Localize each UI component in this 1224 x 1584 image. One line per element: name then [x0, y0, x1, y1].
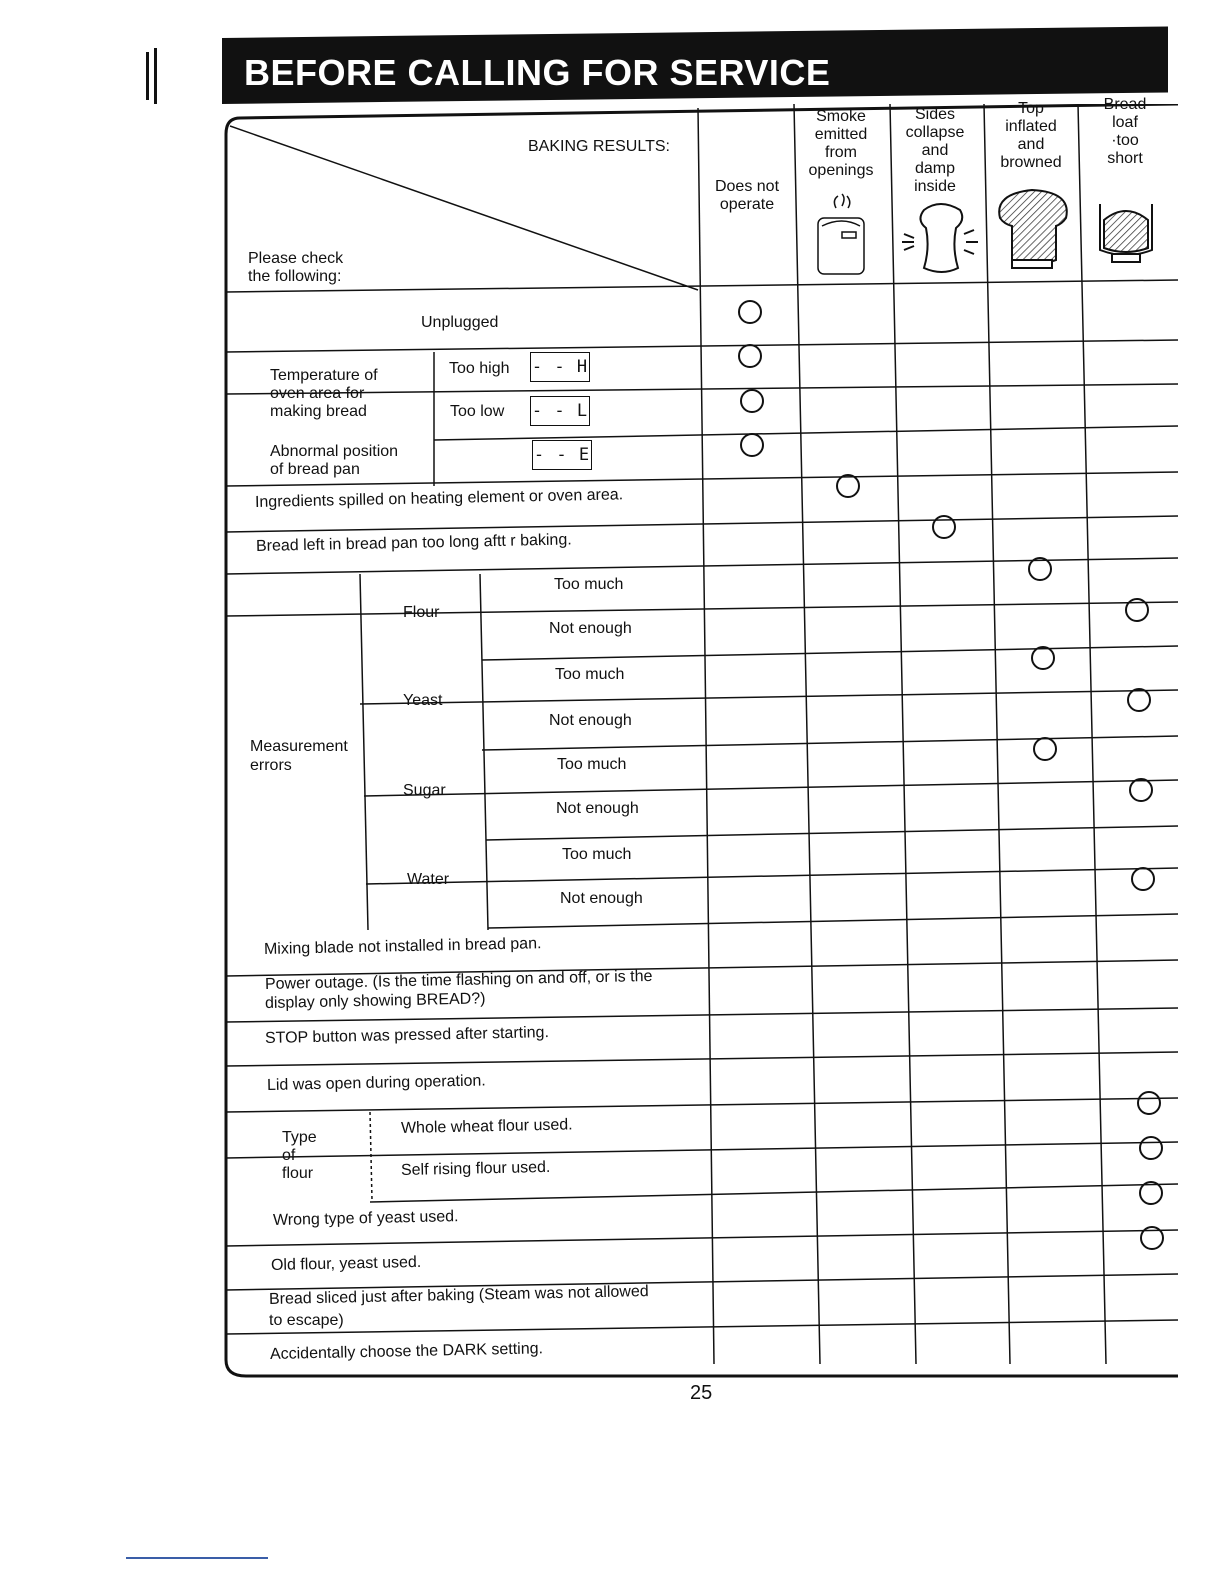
following-label: the following:	[248, 268, 342, 285]
check-mark	[1033, 737, 1057, 761]
row-stop-button: STOP button was pressed after starting.	[264, 1024, 550, 1047]
row-too-high: Too high	[449, 360, 510, 377]
yeast-not-enough: Not enough	[549, 712, 632, 729]
margin-marks	[146, 48, 166, 104]
temp-group-label-3: making bread	[270, 403, 367, 420]
page-title: BEFORE CALLING FOR SERVICE	[244, 52, 831, 93]
please-check-label: Please check	[248, 250, 344, 267]
check-mark	[1127, 688, 1151, 712]
water-too-much: Too much	[562, 846, 632, 863]
check-mark	[1139, 1136, 1163, 1160]
sugar-not-enough: Not enough	[556, 800, 639, 817]
row-abnormal-position-2: of bread pan	[270, 461, 360, 478]
row-wrong-yeast: Wrong type of yeast used.	[272, 1208, 459, 1229]
collapsed-loaf-icon	[898, 200, 982, 274]
lcd-code-h: - - H	[530, 352, 590, 382]
type-of-flour-label-1: Type	[282, 1129, 317, 1146]
measurement-errors-label-2: errors	[250, 757, 292, 774]
col-bread-too-short: Bread loaf ·too short	[1103, 96, 1147, 167]
sugar-too-much: Too much	[557, 756, 627, 773]
check-mark	[1139, 1181, 1163, 1205]
row-power-outage-1: Power outage. (Is the time flashing on and off, or is the	[264, 967, 653, 993]
col-does-not-operate: Does not operate	[714, 178, 780, 213]
short-loaf-icon	[1094, 200, 1158, 270]
yeast-too-much: Too much	[555, 666, 625, 683]
row-mixing-blade: Mixing blade not installed in bread pan.	[263, 935, 542, 958]
baking-results-label: BAKING RESULTS:	[528, 138, 670, 155]
row-dark-setting: Accidentally choose the DARK setting.	[269, 1340, 544, 1363]
row-too-low: Too low	[450, 403, 505, 420]
check-mark	[1125, 598, 1149, 622]
type-of-flour-label-2: of	[282, 1147, 296, 1164]
row-abnormal-position-1: Abnormal position	[270, 443, 399, 460]
bottom-rule	[126, 1557, 268, 1559]
page-number: 25	[690, 1382, 713, 1404]
row-lid-open: Lid was open during operation.	[266, 1072, 486, 1094]
measurement-errors-label-1: Measurement	[250, 738, 348, 755]
flour-too-much: Too much	[554, 576, 624, 593]
temp-group-label-2: oven area for	[270, 385, 365, 402]
sugar-label: Sugar	[403, 782, 446, 799]
row-bread-left-in-pan: Bread left in bread pan too long aftt r baking.	[255, 531, 572, 555]
row-old-flour: Old flour, yeast used.	[270, 1253, 422, 1274]
check-mark	[1028, 557, 1052, 581]
bread-maker-smoke-icon	[812, 192, 870, 278]
check-mark	[1140, 1226, 1164, 1250]
row-self-rising: Self rising flour used.	[400, 1158, 551, 1179]
row-bread-sliced-1: Bread sliced just after baking (Steam was not allowed	[268, 1283, 649, 1308]
type-of-flour-label-3: flour	[282, 1165, 314, 1182]
yeast-label: Yeast	[403, 692, 443, 709]
check-mark	[1129, 778, 1153, 802]
row-unplugged: Unplugged	[421, 314, 499, 331]
water-not-enough: Not enough	[560, 890, 643, 907]
temp-group-label-1: Temperature of	[270, 367, 378, 384]
row-power-outage-2: display only showing BREAD?)	[264, 990, 486, 1012]
check-mark	[738, 344, 762, 368]
col-sides-collapse: Sides collapse and damp inside	[905, 106, 965, 195]
water-label: Water	[407, 871, 450, 888]
lcd-code-l: - - L	[530, 396, 590, 426]
col-top-inflated: Top inflated and browned	[1000, 100, 1062, 171]
row-whole-wheat: Whole wheat flour used.	[400, 1116, 573, 1137]
col-smoke-emitted: Smoke emitted from openings	[808, 108, 874, 179]
row-ingredients-spilled: Ingredients spilled on heating element or oven area.	[254, 486, 624, 511]
lcd-code-e: - - E	[532, 440, 592, 470]
row-bread-sliced-2: to escape)	[269, 1312, 344, 1329]
check-mark	[738, 300, 762, 324]
check-mark	[836, 474, 860, 498]
flour-label: Flour	[403, 604, 440, 621]
check-mark	[932, 515, 956, 539]
check-mark	[740, 389, 764, 413]
flour-not-enough: Not enough	[549, 620, 632, 637]
check-mark	[1031, 646, 1055, 670]
check-mark	[1131, 867, 1155, 891]
inflated-loaf-icon	[990, 186, 1076, 274]
check-mark	[1137, 1091, 1161, 1115]
check-mark	[740, 433, 764, 457]
